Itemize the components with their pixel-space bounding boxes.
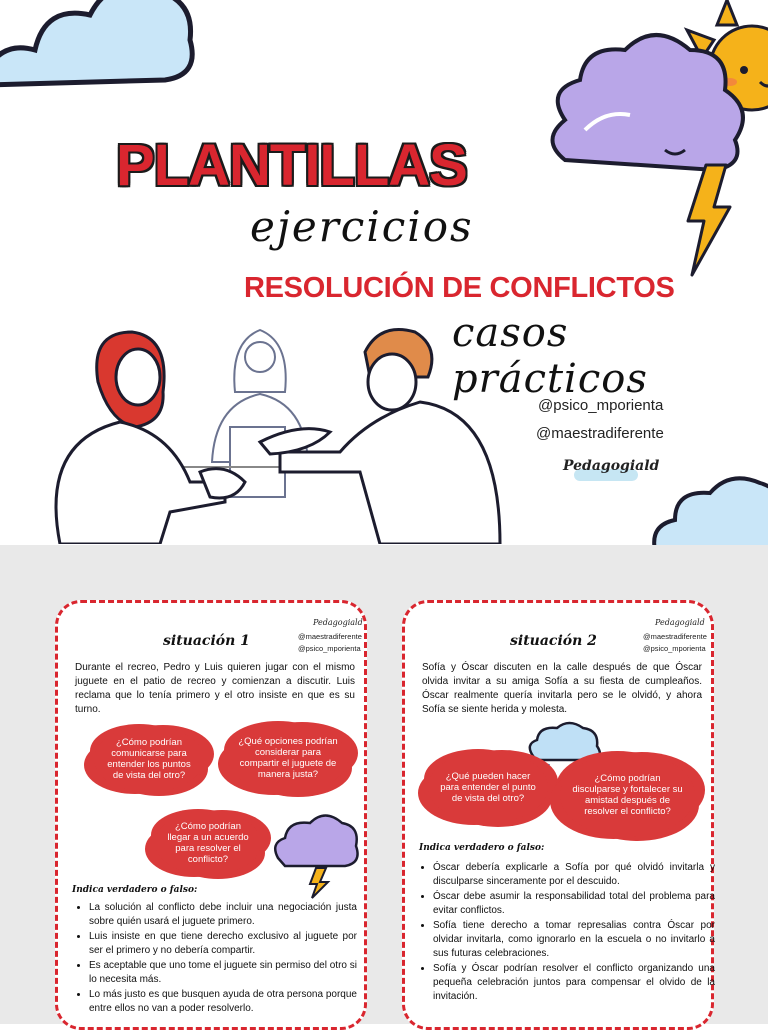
- brand-logo: Pedagogiald: [563, 458, 660, 474]
- statement-list: [419, 861, 715, 1005]
- statement: • La solución al conflicto debe incluir una negociación justa sobre quién usará el juguete primero.: [89, 901, 357, 929]
- cloud-icon: [0, 0, 200, 110]
- statement: • Es aceptable que uno tome el juguete sin permiso del otro si lo necesita más.: [89, 959, 357, 987]
- situation-card-1: [55, 600, 367, 1030]
- page-subtitle: RESOLUCIÓN DE CONFLICTOS: [244, 272, 675, 304]
- true-false-heading: Indica verdadero o falso:: [419, 843, 545, 853]
- card-title: situación 1: [163, 633, 250, 649]
- situation-text: Durante el recreo, Pedro y Luis quieren jugar con el mismo juguete en el patio de recreo y comienzan a discutir. Luis reclama que lo tenía primero y el otro insiste en que es su turno.: [75, 662, 355, 715]
- question-bubble: ¿Qué pueden hacer para entender el punto de vista del otro?: [428, 751, 548, 823]
- storm-cloud-icon: [270, 808, 362, 900]
- statement: • Óscar debería explicarle a Sofía por qué olvidó invitarla y disculparse sinceramente por el descuido.: [433, 861, 715, 889]
- card-handle: @maestradiferente: [643, 632, 707, 641]
- card-brand: Pedagogiald: [655, 618, 705, 627]
- question-bubble: ¿Cómo podrían comunicarse para entender los puntos de vista del otro?: [94, 726, 204, 792]
- question-bubble: ¿Cómo podrían llegar a un acuerdo para resolver el conflicto?: [155, 811, 261, 875]
- page-title: PLANTILLAS: [116, 133, 467, 198]
- statement: • Luis insiste en que tiene derecho exclusivo al juguete por ser el primero y no debería compartir.: [89, 930, 357, 958]
- cloud-icon: [650, 465, 768, 545]
- lightning-icon: [682, 163, 732, 278]
- statement: • Sofía y Óscar podrían resolver el conflicto organizando una pequeña celebración juntos para compensar el olvido de la invitación.: [433, 962, 715, 1004]
- card-handle: @psico_mporienta: [298, 644, 361, 653]
- cloud-icon: [545, 20, 755, 180]
- statement: • Óscar debe asumir la responsabilidad total del problema para evitar conflictos.: [433, 890, 715, 918]
- question-bubble: ¿Qué opciones podrían considerar para compartir el juguete de manera justa?: [228, 723, 348, 793]
- script-heading: casos prácticos: [452, 310, 648, 402]
- people-arguing-illustration: [20, 322, 510, 544]
- card-handle: @psico_mporienta: [643, 644, 706, 653]
- statement-list: [75, 901, 357, 1017]
- situation-text: Sofía y Óscar discuten en la calle después de que Óscar olvida invitar a su amiga Sofía a su fiesta de cumpleaños. Óscar realmente quería invitarla pero se le olvidó, y ahora Sofía se siente herida y molesta.: [422, 662, 702, 715]
- statement: • Lo más justo es que busquen ayuda de otra persona porque entre ellos no van a poder resolverlo.: [89, 988, 357, 1016]
- script-heading: ejercicios: [250, 202, 474, 251]
- social-handle: @maestradiferente: [536, 425, 664, 442]
- card-brand: Pedagogiald: [313, 618, 363, 627]
- social-handle: @psico_mporienta: [538, 397, 664, 414]
- situation-card-2: [402, 600, 714, 1030]
- question-bubble: ¿Cómo podrían disculparse y fortalecer su amistad después de resolver el conflicto?: [560, 753, 695, 837]
- card-title: situación 2: [510, 633, 597, 649]
- card-handle: @maestradiferente: [298, 632, 362, 641]
- statement: • Sofía tiene derecho a tomar represalias contra Óscar por olvidar invitarla, como ignorarlo en la escuela o no invitarlo a sus futuras celebraciones.: [433, 919, 715, 961]
- true-false-heading: Indica verdadero o falso:: [72, 885, 198, 895]
